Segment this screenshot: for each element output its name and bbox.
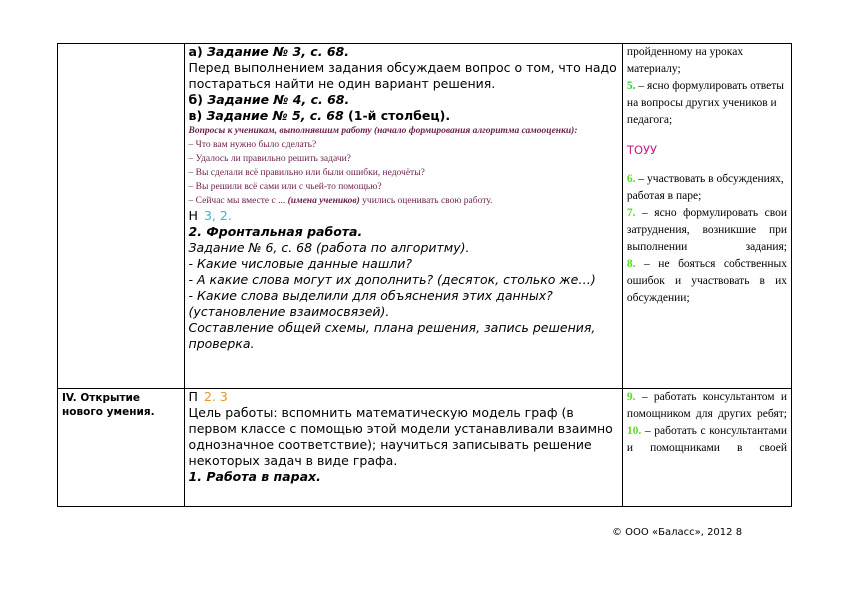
outcome-item: 8. – не бояться собственных ошибок и участвовать в их обсуждении;	[626, 258, 787, 304]
stage-label: IV. Открытие нового умения.	[62, 392, 155, 418]
task-v: в) Задание № 5, с. 68 (1-й столбец).	[188, 108, 451, 123]
p-level-numbers: 2. 3	[203, 389, 228, 404]
n-level-line: Н 3, 2.	[188, 208, 232, 223]
intro-text: Перед выполнением задания обсуждаем вопрос о том, что надо постараться найти не один вариант решения.	[188, 60, 617, 91]
stage-cell	[58, 389, 185, 507]
task-b: б) Задание № 4, с. 68.	[188, 92, 350, 107]
task-v-title: Задание № 5, с. 68	[206, 108, 344, 123]
question-item: – Вы сделали всё правильно или были ошибки, недочёты?	[188, 168, 425, 178]
outcomes-cell	[622, 44, 791, 389]
outcome-item: 7. – ясно формулировать свои затруднения, возникшие при выполнении задания;	[626, 207, 787, 253]
lesson-table	[57, 43, 792, 507]
task-a: а) Задание № 3, с. 68.	[188, 44, 349, 59]
frontal-line: - А какие слова могут их дополнить? (десяток, столько же…)	[188, 272, 596, 287]
outcome-continuation: пройденному на уроках материалу;	[626, 46, 744, 75]
content-cell	[184, 389, 622, 507]
content-cell	[184, 44, 622, 389]
stage-cell	[58, 44, 185, 389]
question-item: – Вы решили всё сами или с чьей-то помощью?	[188, 182, 382, 192]
frontal-line: Задание № 6, с. 68 (работа по алгоритму).	[188, 240, 470, 255]
question-item: – Удалось ли правильно решить задачи?	[188, 154, 351, 164]
p-level-line: П 2. 3	[188, 389, 228, 404]
outcome-item: 6. – участвовать в обсуждениях, работая в паре;	[626, 173, 784, 202]
table-row	[58, 389, 792, 507]
table-row	[58, 44, 792, 389]
question-item: – Сейчас мы вместе с ... (имена учеников) учились оценивать свою работу.	[188, 196, 493, 206]
touu-heading: ТОУУ	[626, 143, 658, 157]
pairs-heading: 1. Работа в парах.	[188, 469, 321, 484]
task-b-title: Задание № 4, с. 68.	[207, 92, 350, 107]
question-item: – Что вам нужно было сделать?	[188, 140, 317, 150]
frontal-heading: 2. Фронтальная работа.	[188, 224, 363, 239]
n-level-numbers: 3, 2.	[203, 208, 232, 223]
outcome-item: 9. – работать консультантом и помощником для других ребят;	[626, 391, 787, 420]
outcome-item: 10. – работать с консультантами и помощниками в своей	[626, 425, 787, 454]
page-footer: © ООО «Баласс», 2012 8	[612, 527, 743, 538]
outcome-item: 5. – ясно формулировать ответы на вопросы других учеников и педагога;	[626, 80, 784, 126]
frontal-line: - Какие числовые данные нашли?	[188, 256, 413, 271]
frontal-line: Составление общей схемы, плана решения, запись решения, проверка.	[188, 320, 596, 351]
questions-heading: Вопросы к ученикам, выполнявшим работу (начало формирования алгоритма самооценки):	[188, 126, 578, 136]
outcomes-cell	[622, 389, 791, 507]
task-a-title: Задание № 3, с. 68.	[207, 44, 349, 59]
goal-text: Цель работы: вспомнить математическую модель граф (в первом классе с помощью этой модели устанавливали взаимно однозначное соответствие); научиться записывать решение некоторых задач в виде графа.	[188, 405, 613, 468]
frontal-line: - Какие слова выделили для объяснения этих данных? (установление взаимосвязей).	[188, 288, 553, 319]
